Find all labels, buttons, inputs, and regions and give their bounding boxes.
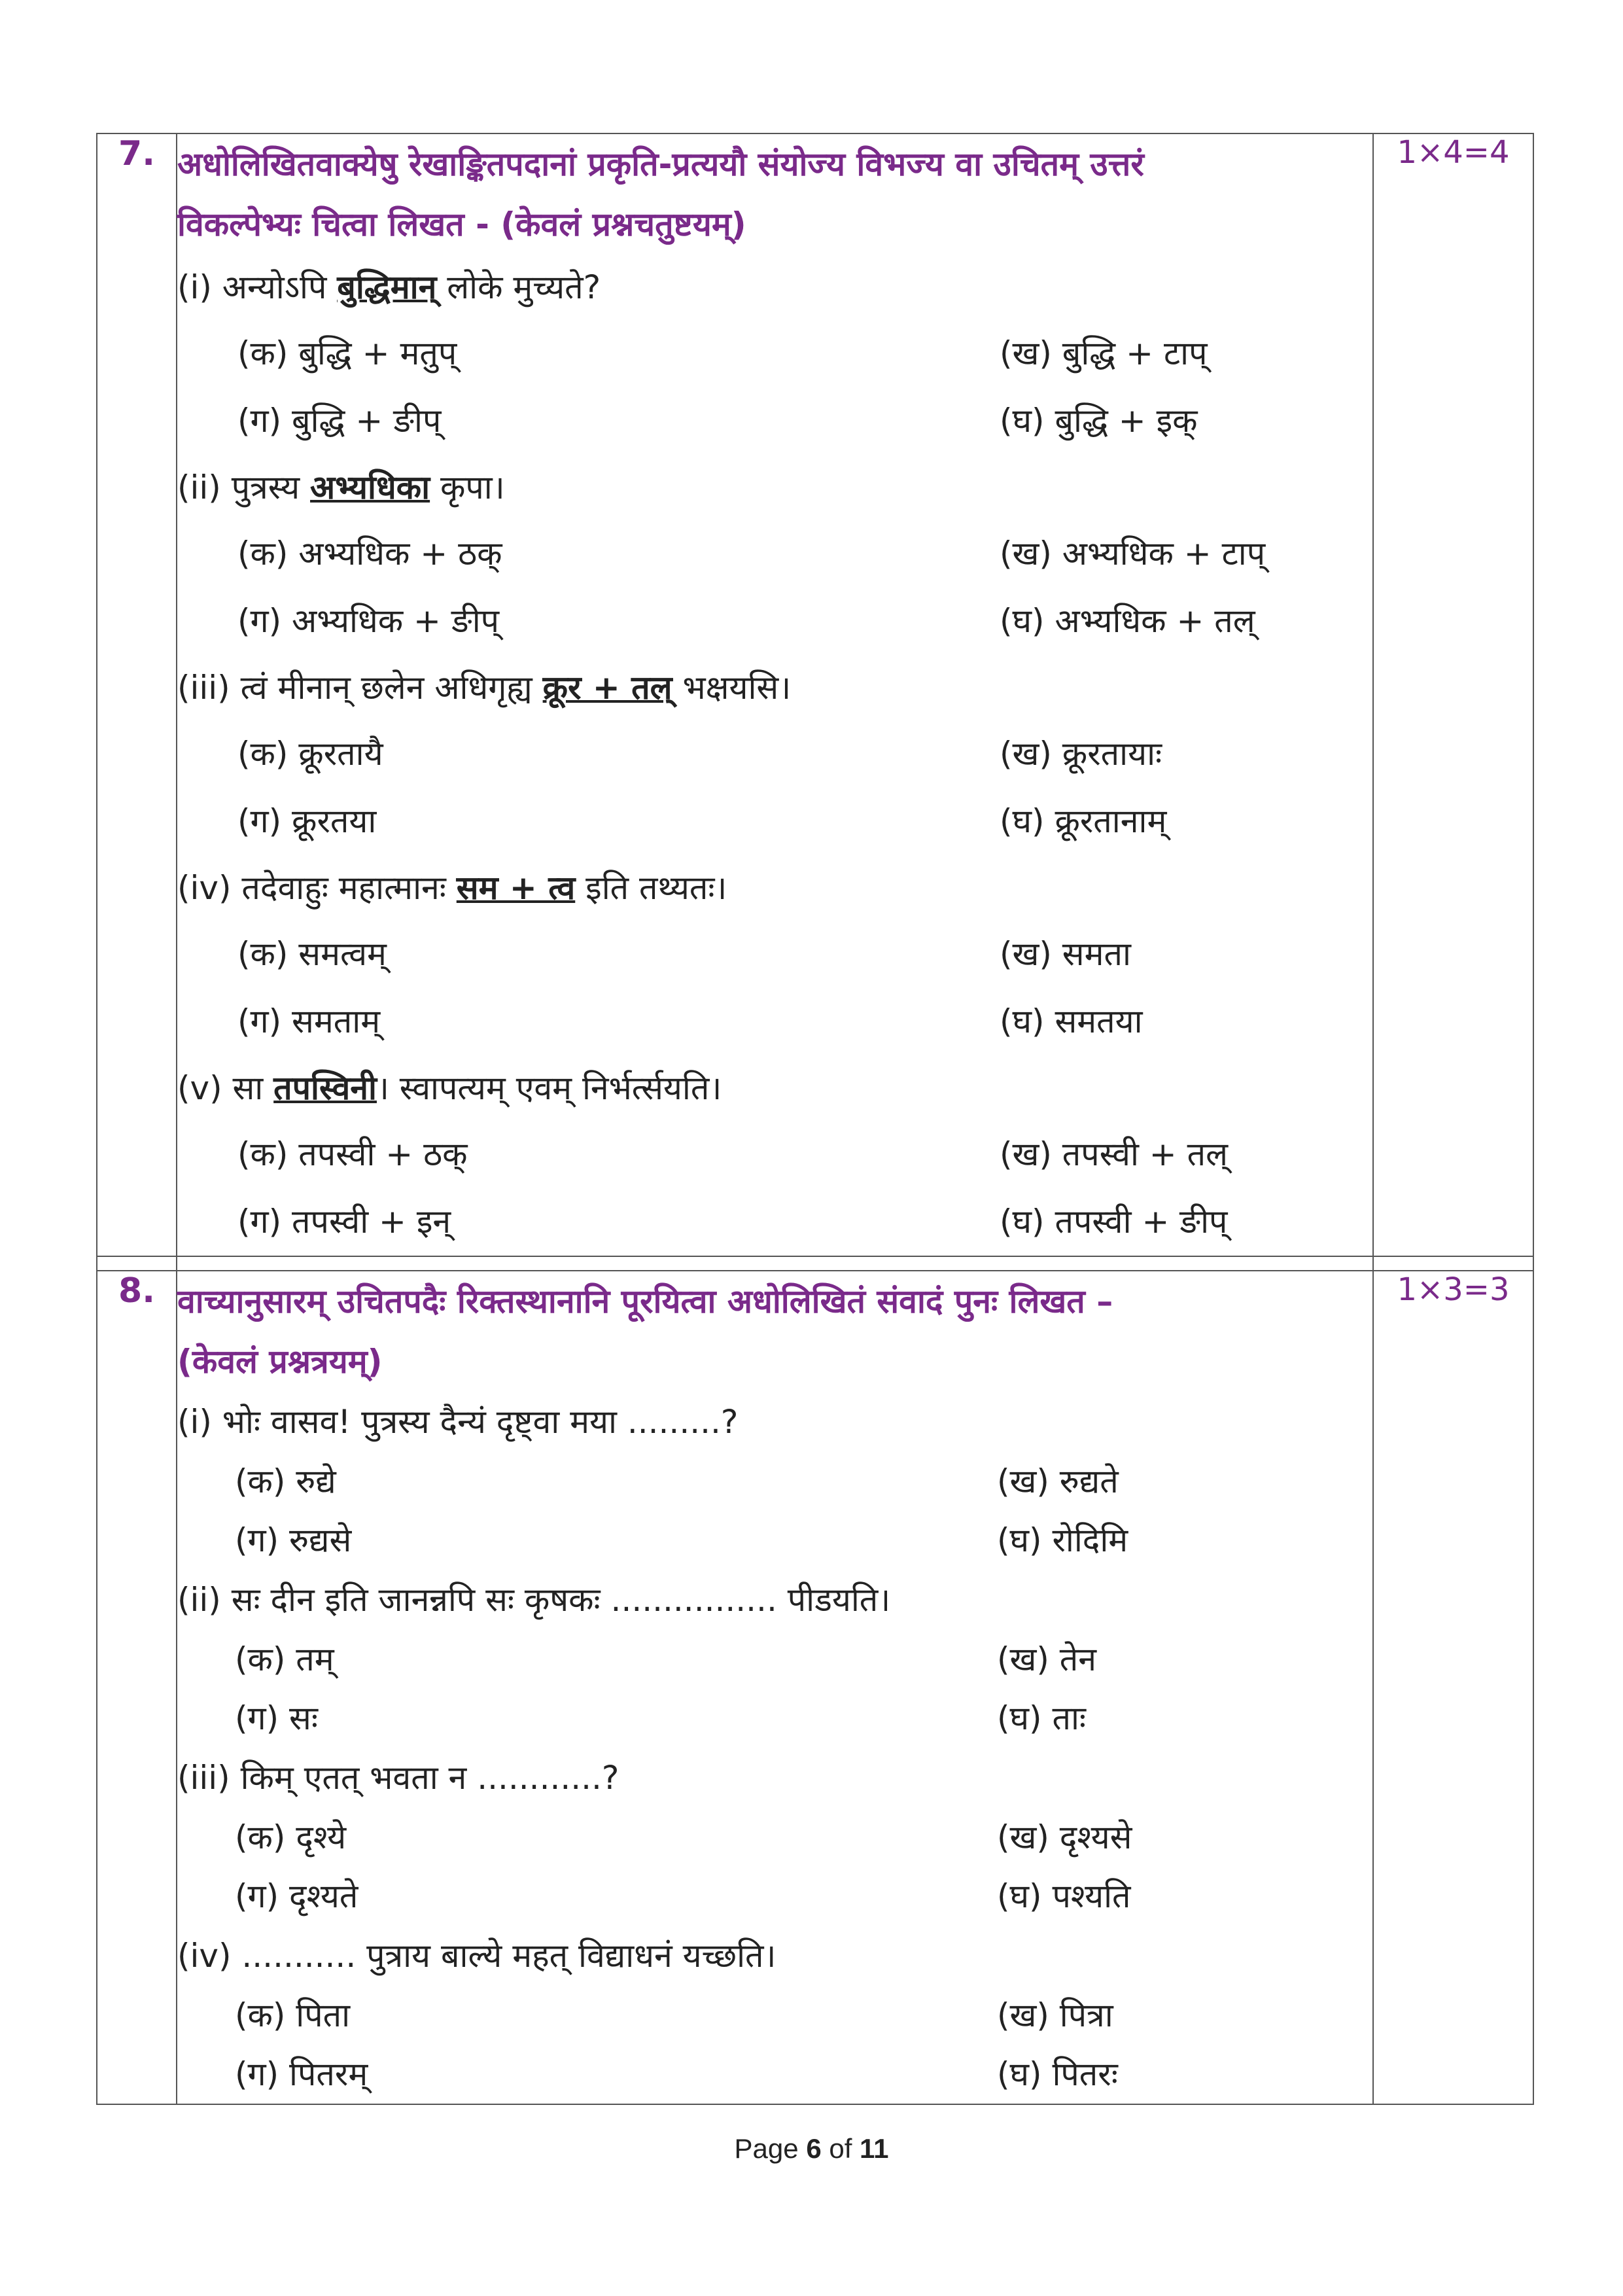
- option-kha: (ख) समता: [1000, 935, 1131, 973]
- option-gha: (घ) बुद्धि + इक्: [1000, 402, 1198, 440]
- question-number: 7.: [97, 133, 177, 1256]
- option-ka: (क) क्रूरतायै: [237, 735, 383, 773]
- option-ga: (ग) तपस्वी + इन्: [237, 1203, 451, 1241]
- option-kha: (ख) तपस्वी + तल्: [1000, 1135, 1228, 1173]
- options-grid: [177, 1808, 1372, 1926]
- subquestion-iv: (iv) ........... पुत्राय बाल्ये महत् विद्याधनं यच्छति।: [177, 1937, 777, 1975]
- sub-text-pre: सा: [222, 1069, 274, 1107]
- options-grid: [177, 1986, 1372, 2104]
- underlined-word: क्रूर + तल्: [542, 669, 672, 707]
- option-ga: (ग) क्रूरतया: [237, 802, 377, 840]
- option-gha: (घ) तपस्वी + ङीप्: [1000, 1203, 1228, 1241]
- option-gha: (घ) रोदिमि: [997, 1521, 1128, 1559]
- sub-text-post: कृपा।: [430, 468, 505, 506]
- option-gha: (घ) पश्यति: [997, 1877, 1131, 1915]
- option-kha: (ख) बुद्धि + टाप्: [1000, 334, 1208, 372]
- option-gha: (घ) अभ्यधिक + तल्: [1000, 602, 1255, 640]
- underlined-word: अभ्यधिका: [310, 468, 430, 506]
- option-ga: (ग) दृश्यते: [235, 1877, 358, 1915]
- option-ka: (क) समत्वम्: [237, 935, 387, 973]
- question-8-row: [97, 1271, 1533, 2104]
- options-grid: [177, 320, 1372, 455]
- marks-cell: 1×4=4: [1373, 133, 1533, 1256]
- spacer-cell: [1373, 1256, 1533, 1271]
- underlined-word: सम + त्व: [456, 869, 576, 907]
- option-ga: (ग) पितरम्: [235, 2055, 368, 2093]
- option-kha: (ख) अभ्यधिक + टाप्: [1000, 535, 1266, 573]
- option-ka: (क) रुद्ये: [235, 1462, 336, 1500]
- option-kha: (ख) दृश्यसे: [997, 1818, 1132, 1856]
- sub-text-pre: अन्योऽपि: [211, 268, 338, 306]
- option-ka: (क) बुद्धि + मतुप्: [237, 334, 457, 372]
- spacer-row: [97, 1256, 1533, 1271]
- sub-text-post: भक्षयसि।: [672, 669, 792, 707]
- option-ka: (क) पिता: [235, 1996, 351, 2034]
- underlined-word: बुद्धिमान्: [337, 268, 437, 306]
- underlined-word: तपस्विनी: [273, 1069, 377, 1107]
- question-title-line1: वाच्यानुसारम् उचितपदैः रिक्तस्थानानि पूरयित्वा अधोलिखितं संवादं पुनः लिखत –: [177, 1282, 1113, 1320]
- option-gha: (घ) पितरः: [997, 2055, 1118, 2093]
- sub-text-post: लोके मुच्यते?: [436, 268, 601, 306]
- sub-label: (ii): [177, 468, 221, 506]
- subquestion-i: (i) भोः वासव! पुत्रस्य दैन्यं दृष्ट्वा मया .........?: [177, 1403, 739, 1441]
- question-number: 8.: [97, 1271, 177, 2104]
- questions-table: [96, 133, 1534, 2105]
- marks-cell: 1×3=3: [1373, 1271, 1533, 2104]
- options-grid: [177, 520, 1372, 655]
- option-kha: (ख) रुद्यते: [997, 1462, 1119, 1500]
- option-ka: (क) तम्: [235, 1640, 334, 1678]
- options-grid: [177, 720, 1372, 855]
- sub-label: (iv): [177, 869, 232, 907]
- options-grid: [177, 921, 1372, 1055]
- option-kha: (ख) क्रूरतायाः: [1000, 735, 1162, 773]
- option-kha: (ख) तेन: [997, 1640, 1097, 1678]
- subquestion-ii: (ii) सः दीन इति जानन्नपि सः कृषकः ................ पीडयति।: [177, 1581, 891, 1619]
- spacer-cell: [97, 1256, 177, 1271]
- options-grid: [177, 1452, 1372, 1570]
- sub-text-post: इति तथ्यतः।: [575, 869, 727, 907]
- footer-prefix: Page: [734, 2133, 807, 2164]
- footer-of: of: [821, 2133, 860, 2164]
- question-7-body: [177, 133, 1373, 1256]
- spacer-cell: [177, 1256, 1373, 1271]
- subquestion-iv: [177, 855, 1372, 921]
- subquestion-iii: [177, 655, 1372, 720]
- option-ka: (क) दृश्ये: [235, 1818, 347, 1856]
- subquestion-ii: [177, 455, 1372, 520]
- sub-label: (i): [177, 268, 212, 306]
- options-grid: [177, 1630, 1372, 1748]
- sub-text-post: । स्वापत्यम् एवम् निर्भर्त्सयति।: [376, 1069, 722, 1107]
- option-ga: (ग) समताम्: [237, 1002, 381, 1040]
- subquestion-i: [177, 255, 1372, 320]
- subquestion-iii: (iii) किम् एतत् भवता न ............?: [177, 1759, 620, 1797]
- question-8-body: [177, 1271, 1373, 2104]
- sub-label: (v): [177, 1069, 222, 1107]
- subquestion-v: [177, 1055, 1372, 1121]
- option-gha: (घ) क्रूरतानाम्: [1000, 802, 1167, 840]
- current-page-number: 6: [806, 2133, 822, 2164]
- option-gha: (घ) ताः: [997, 1699, 1087, 1737]
- sub-text-pre: त्वं मीनान् छलेन अधिगृह्य: [230, 669, 543, 707]
- option-kha: (ख) पित्रा: [997, 1996, 1113, 2034]
- question-7-row: [97, 133, 1533, 1256]
- sub-label: (iii): [177, 669, 230, 707]
- option-ka: (क) अभ्यधिक + ठक्: [237, 535, 502, 573]
- option-ga: (ग) रुद्यसे: [235, 1521, 352, 1559]
- option-gha: (घ) समतया: [1000, 1002, 1143, 1040]
- sub-text-pre: तदेवाहुः महात्मानः: [231, 869, 457, 907]
- page-footer: [0, 2133, 1623, 2164]
- option-ga: (ग) अभ्यधिक + ङीप्: [237, 602, 500, 640]
- question-title-line1: अधोलिखितवाक्येषु रेखाङ्कितपदानां प्रकृति-प्रत्ययौ संयोज्य विभज्य वा उचितम् उत्तरं: [177, 145, 1144, 183]
- question-title-line2: विकल्पेभ्यः चित्वा लिखत - (केवलं प्रश्नचतुष्टयम्): [177, 205, 746, 243]
- total-pages: 11: [860, 2133, 889, 2164]
- option-ga: (ग) सः: [235, 1699, 318, 1737]
- option-ga: (ग) बुद्धि + ङीप्: [237, 402, 442, 440]
- question-title-line2: (केवलं प्रश्नत्रयम्): [177, 1343, 383, 1381]
- sub-text-pre: पुत्रस्य: [220, 468, 311, 506]
- options-grid: [177, 1121, 1372, 1256]
- option-ka: (क) तपस्वी + ठक्: [237, 1135, 468, 1173]
